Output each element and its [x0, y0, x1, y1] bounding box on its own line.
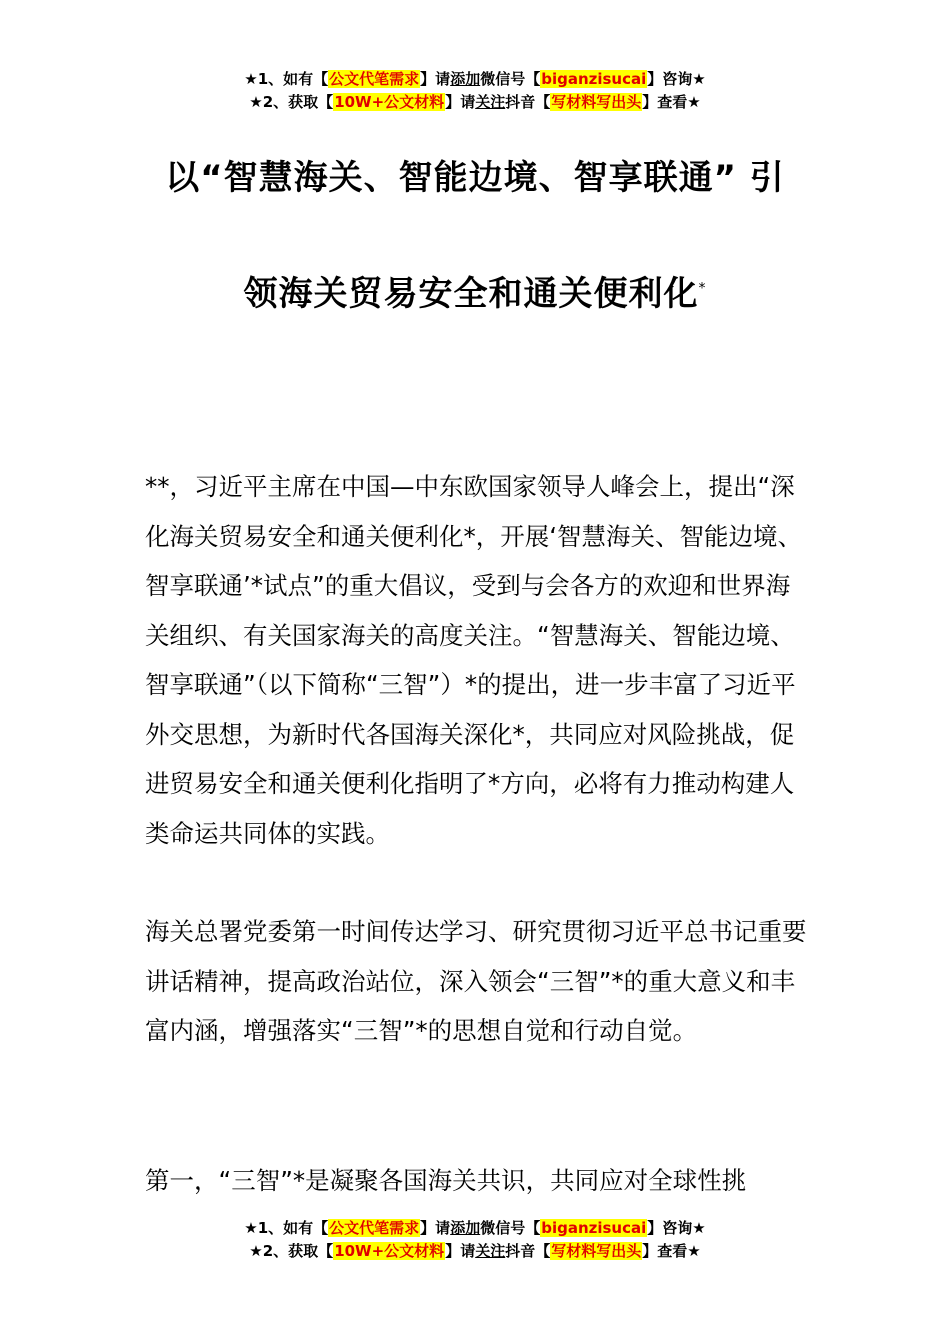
promo-text: 抖音【	[505, 93, 551, 111]
promo-text: 微信号【	[480, 70, 541, 88]
promo-highlight: 10W+公文材料	[334, 93, 445, 111]
document-title-line-2	[0, 266, 950, 315]
promo-underlined-text: 添加	[450, 70, 481, 88]
promo-text: ★2、获取【	[249, 93, 334, 111]
promo-highlight: 10W+公文材料	[334, 1242, 445, 1260]
promo-text: ★2、获取【	[249, 1242, 334, 1260]
promo-douyin-account: 写材料写出头	[551, 93, 642, 111]
promo-text: 】咨询★	[647, 70, 706, 88]
promo-text: 】查看★	[642, 93, 701, 111]
promo-line-1	[0, 1217, 950, 1240]
promo-text: 抖音【	[505, 1242, 551, 1260]
promo-underlined-text: 关注	[475, 93, 506, 111]
promo-text: 】请	[445, 1242, 476, 1260]
paragraph-text: 第一，“三智”*是凝聚各国海关共识，共同应对全球性挑	[145, 1166, 747, 1195]
paragraph-text: **，习近平主席在中国—中东欧国家领导人峰会上，提出“深化海关贸易安全和通关便利化*，开展‘智慧海关、智能边境、智享联通’*试点”的重大倡议，受到与会各方的欢迎和世界海关组织、有关国家海关的高度关注。“智慧海关、智能边境、智享联通”（以下简称“三智”）*的提出，进一步丰富了习近平外交思想，为新时代各国海关深化*，共同应对风险挑战，促进贸易安全和通关便利化指明了*方向，必将有力推动构建人类命运共同体的实践。	[145, 472, 803, 848]
promo-highlight: 公文代笔需求	[329, 70, 420, 88]
promo-line-2	[0, 1240, 950, 1263]
promo-line-2	[0, 91, 950, 114]
title-text: 领海关贸易安全和通关便利化	[243, 274, 699, 314]
body-paragraph-1	[145, 462, 807, 858]
promo-line-1	[0, 68, 950, 91]
promo-banner-bottom	[0, 1217, 950, 1263]
promo-highlight: 公文代笔需求	[329, 1219, 420, 1237]
promo-underlined-text: 添加	[450, 1219, 481, 1237]
title-mark: *	[698, 280, 707, 297]
promo-text: 】查看★	[642, 1242, 701, 1260]
promo-text: 微信号【	[480, 1219, 541, 1237]
promo-text: 】请	[420, 1219, 451, 1237]
promo-wechat-id: biganzisucai	[541, 1219, 647, 1237]
paragraph-text: 海关总署党委第一时间传达学习、研究贯彻习近平总书记重要讲话精神，提高政治站位，深入领会“三智”*的重大意义和丰富内涵，增强落实“三智”*的思想自觉和行动自觉。	[145, 917, 807, 1045]
promo-banner-top	[0, 68, 950, 114]
promo-text: 】请	[445, 93, 476, 111]
promo-wechat-id: biganzisucai	[541, 70, 647, 88]
promo-text: 】请	[420, 70, 451, 88]
promo-text: ★1、如有【	[244, 70, 329, 88]
document-title-line-1: 以“智慧海关、智能边境、智享联通” 引	[165, 158, 785, 198]
promo-underlined-text: 关注	[475, 1242, 506, 1260]
promo-text: ★1、如有【	[244, 1219, 329, 1237]
body-paragraph-3	[145, 1156, 807, 1206]
promo-text: 】咨询★	[647, 1219, 706, 1237]
body-paragraph-2	[145, 907, 807, 1056]
promo-douyin-account: 写材料写出头	[551, 1242, 642, 1260]
